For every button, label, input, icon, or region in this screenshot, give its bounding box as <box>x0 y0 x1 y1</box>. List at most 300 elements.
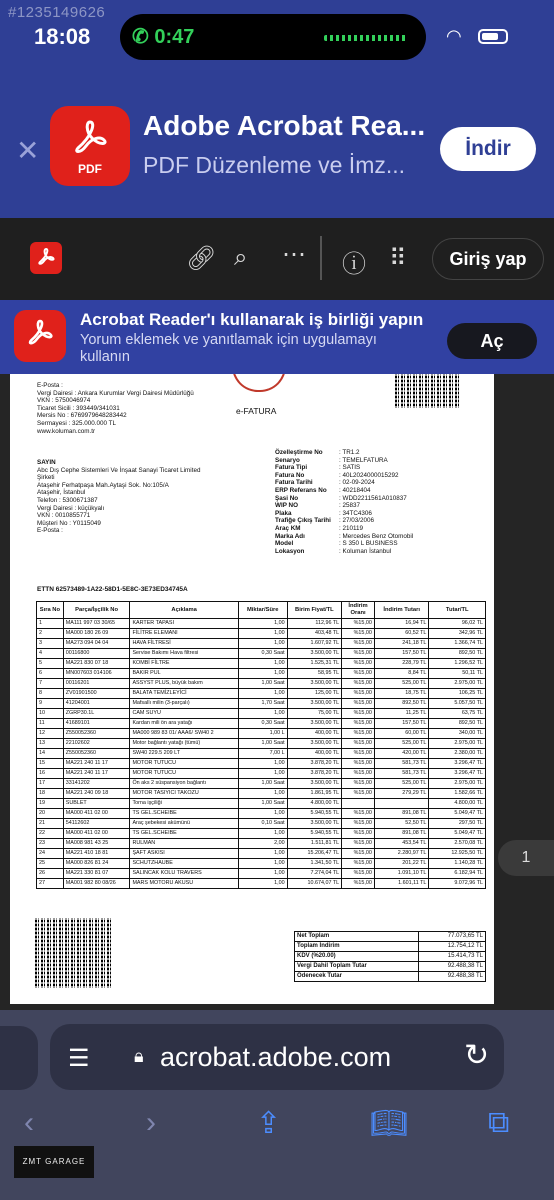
table-cell: 891,08 TL <box>374 809 428 819</box>
buyer-line: Telefon : 5300671387 <box>37 496 98 504</box>
buyer-line: Şirketi <box>37 474 55 482</box>
table-row <box>37 679 486 689</box>
apps-grid-icon[interactable]: ⠿ <box>389 245 407 272</box>
table-cell: 340,00 TL <box>429 729 486 739</box>
detail-value: : 34TC4306 <box>339 509 372 517</box>
table-cell: 3.500,00 TL <box>287 779 342 789</box>
table-cell <box>342 799 375 809</box>
table-cell: 1.341,50 TL <box>287 859 342 869</box>
table-cell: MOTOR TUTUCU <box>130 759 238 769</box>
table-cell: 15.206,47 TL <box>287 849 342 859</box>
table-cell: 4.800,00 TL <box>287 799 342 809</box>
table-cell: 5.049,47 TL <box>429 809 486 819</box>
wifi-icon: ◠ <box>446 26 462 46</box>
table-cell: MA221 240 09 18 <box>63 789 130 799</box>
table-cell: 5.057,50 TL <box>429 699 486 709</box>
detail-row <box>275 525 413 533</box>
app-icon-text: PDF <box>78 162 102 176</box>
table-cell: 1,00 <box>238 809 287 819</box>
table-cell: 891,08 TL <box>374 829 428 839</box>
detail-value: : Koluman İstanbul <box>339 547 392 555</box>
acrobat-app-icon <box>14 310 66 362</box>
detail-value: : 02-09-2024 <box>339 479 375 487</box>
table-cell: SW40 229.5 209 LT <box>130 749 238 759</box>
table-cell: 228,79 TL <box>374 659 428 669</box>
sign-in-button[interactable]: Giriş yap <box>432 238 544 280</box>
total-label: Toplam İndirim <box>295 942 419 952</box>
table-cell: 525,00 TL <box>374 739 428 749</box>
table-cell: %15,00 <box>342 749 375 759</box>
table-cell: MA000 411 02 00 <box>63 809 130 819</box>
table-row <box>37 819 486 829</box>
table-cell <box>374 799 428 809</box>
detail-value: : WDD2211561A010837 <box>339 494 407 502</box>
table-cell: MA221 240 11 17 <box>63 769 130 779</box>
table-cell: 581,73 TL <box>374 769 428 779</box>
table-cell: 2.975,00 TL <box>429 739 486 749</box>
pdf-viewer[interactable] <box>0 374 554 1024</box>
table-cell: 17 <box>37 779 64 789</box>
table-cell: MN007603 014106 <box>63 669 130 679</box>
detail-row <box>275 479 413 487</box>
address-bar[interactable] <box>50 1024 504 1090</box>
table-cell: Kardan mili ön ara yatağı <box>130 719 238 729</box>
table-cell: 2.570,08 TL <box>429 839 486 849</box>
table-row <box>37 709 486 719</box>
table-cell: BALATA TEMİZLEYİCİ <box>130 689 238 699</box>
url-text[interactable]: acrobat.adobe.com <box>160 1042 392 1072</box>
table-cell: 453,54 TL <box>374 839 428 849</box>
detail-row <box>275 464 413 472</box>
totals-row <box>295 932 486 942</box>
table-cell: SUBLET <box>63 799 130 809</box>
table-cell: 22 <box>37 829 64 839</box>
table-cell: Mafsallı milin (3-parçalı) <box>130 699 238 709</box>
more-icon[interactable]: ⋯ <box>282 241 306 268</box>
table-cell: 41689101 <box>63 719 130 729</box>
detail-value: : 210119 <box>339 524 364 532</box>
detail-key: ERP Referans No <box>275 486 327 494</box>
table-cell: Z550052360 <box>63 729 130 739</box>
table-cell: 342,96 TL <box>429 629 486 639</box>
table-cell: 1,00 <box>238 789 287 799</box>
table-cell: 1.525,31 TL <box>287 659 342 669</box>
totals-row <box>295 972 486 982</box>
table-cell: 1,00 <box>238 619 287 629</box>
back-icon[interactable]: ‹ <box>24 1106 34 1139</box>
table-cell: MA273 094 04 04 <box>63 639 130 649</box>
help-icon[interactable]: ⓘ <box>342 251 366 278</box>
table-cell: 2,00 <box>238 839 287 849</box>
table-cell: %15,00 <box>342 759 375 769</box>
table-cell: 19 <box>37 799 64 809</box>
detail-value: : S 350 L BUSINESS <box>339 540 398 548</box>
browser-bottom-bar <box>0 1010 554 1200</box>
table-cell: MARS MOTORU AKUSU <box>130 879 238 889</box>
table-row <box>37 789 486 799</box>
table-cell: Servise Bakımı Hava filtresi <box>130 649 238 659</box>
table-cell: 18 <box>37 789 64 799</box>
table-cell: Ön aks 2 süspansiyon bağlantı <box>130 779 238 789</box>
table-cell: 52,50 TL <box>374 819 428 829</box>
detail-value: : 25837 <box>339 502 361 510</box>
buyer-line: Abc Dış Cephe Sistemleri Ve İnşaat Sanayi Ticaret Limited <box>37 466 201 474</box>
table-cell: %15,00 <box>342 639 375 649</box>
tabs-icon[interactable]: ⧉ <box>488 1106 510 1139</box>
table-cell: HAVA FİLTRESİ <box>130 639 238 649</box>
table-cell: 892,50 TL <box>429 649 486 659</box>
table-cell: 400,00 TL <box>287 729 342 739</box>
table-row <box>37 779 486 789</box>
table-row <box>37 689 486 699</box>
table-cell: 16 <box>37 769 64 779</box>
detail-row <box>275 487 413 495</box>
table-cell: %15,00 <box>342 709 375 719</box>
table-cell: 201,22 TL <box>374 859 428 869</box>
table-cell: %15,00 <box>342 839 375 849</box>
table-cell: BAKIR PUL <box>130 669 238 679</box>
table-cell: 3.500,00 TL <box>287 649 342 659</box>
table-cell: 3.500,00 TL <box>287 699 342 709</box>
table-cell: MA000 989 83 01/ AAA6/ SW40 2 <box>130 729 238 739</box>
table-row <box>37 649 486 659</box>
table-cell: ŞAFT ASKISI <box>130 849 238 859</box>
table-cell: ASSYST PLUS, büyük bakım <box>130 679 238 689</box>
table-cell: 3.500,00 TL <box>287 679 342 689</box>
table-cell: %15,00 <box>342 729 375 739</box>
app-subtitle: PDF Düzenleme ve İmz... <box>143 152 406 178</box>
table-cell: SCHUTZHAUBE <box>130 859 238 869</box>
total-label: Vergi Dahil Toplam Tutar <box>295 962 419 972</box>
buyer-line: Müşteri No : Y0115049 <box>37 519 101 527</box>
table-cell: 8 <box>37 689 64 699</box>
search-icon[interactable]: ⌕ <box>234 244 248 271</box>
detail-key: Fatura Tipi <box>275 464 308 472</box>
column-header: Açıklama <box>130 602 238 619</box>
table-cell: 3 <box>37 639 64 649</box>
buyer-info <box>37 459 200 535</box>
table-row <box>37 869 486 879</box>
table-row <box>37 719 486 729</box>
table-cell: 1,00 <box>238 669 287 679</box>
total-value: 15.414,73 TL <box>419 952 486 962</box>
table-cell: KARTER TAPASI <box>130 619 238 629</box>
table-cell: 58,95 TL <box>287 669 342 679</box>
table-cell: %15,00 <box>342 869 375 879</box>
table-cell: 13 <box>37 739 64 749</box>
collaboration-banner <box>0 300 554 374</box>
table-cell: 400,00 TL <box>287 749 342 759</box>
table-cell: 3.296,47 TL <box>429 759 486 769</box>
totals-table <box>294 931 486 982</box>
table-cell: 1.091,10 TL <box>374 869 428 879</box>
table-cell: 20 <box>37 809 64 819</box>
open-app-button[interactable]: Aç <box>447 323 537 359</box>
app-banner <box>0 76 554 218</box>
table-cell: MA001 982 80 08/26 <box>63 879 130 889</box>
table-cell: 892,50 TL <box>429 719 486 729</box>
phone-icon: ✆ <box>132 26 149 48</box>
table-cell: 7 <box>37 679 64 689</box>
table-cell: 18,75 TL <box>374 689 428 699</box>
table-cell: 1,00 Saat <box>238 779 287 789</box>
table-cell: 1.296,52 TL <box>429 659 486 669</box>
detail-value: : 27/03/2006 <box>339 517 375 525</box>
table-cell: 241,18 TL <box>374 639 428 649</box>
table-row <box>37 879 486 889</box>
table-cell: 12 <box>37 729 64 739</box>
table-cell: MA000 411 02 00 <box>63 829 130 839</box>
detail-value: : TEMELFATURA <box>339 456 388 464</box>
table-cell: TS GEL.SCHEIBE <box>130 809 238 819</box>
table-cell: 5.940,55 TL <box>287 829 342 839</box>
table-cell: Torna işçiliği <box>130 799 238 809</box>
collab-text: Yorum eklemek ve yanıtlamak için uygulamayı kullanın <box>80 332 377 365</box>
acrobat-toolbar <box>0 218 554 300</box>
table-cell: 6.182,94 TL <box>429 869 486 879</box>
table-row <box>37 769 486 779</box>
table-cell: 525,00 TL <box>374 679 428 689</box>
battery-icon <box>478 29 508 44</box>
call-timer <box>132 24 194 49</box>
forward-icon[interactable]: › <box>146 1106 156 1139</box>
company-logo <box>232 374 286 392</box>
detail-key: Özelleştirme No <box>275 449 323 456</box>
audio-wave-icon <box>324 35 408 41</box>
table-cell: MOTOR TUTUCU <box>130 769 238 779</box>
seller-line: Sermayesi : 325.000.000 TL <box>37 419 116 427</box>
table-cell: 1.607,92 TL <box>287 639 342 649</box>
table-cell: %15,00 <box>342 659 375 669</box>
table-cell: 3.878,20 TL <box>287 769 342 779</box>
table-cell: SALINCAK KOLU TRAVERS <box>130 869 238 879</box>
table-cell: 1,00 <box>238 759 287 769</box>
acrobat-logo-icon <box>70 118 110 158</box>
table-cell: 60,00 TL <box>374 729 428 739</box>
invoice-details <box>275 449 413 555</box>
table-cell: 9 <box>37 699 64 709</box>
link-icon[interactable]: 🔗︎ <box>186 245 217 272</box>
pdf-page[interactable] <box>10 374 494 1004</box>
table-row <box>37 629 486 639</box>
table-cell: MA000 826 81 24 <box>63 859 130 869</box>
detail-row <box>275 540 413 548</box>
table-cell: 279,29 TL <box>374 789 428 799</box>
acrobat-app-icon <box>50 106 130 186</box>
table-row <box>37 669 486 679</box>
table-cell: RULMAN <box>130 839 238 849</box>
table-cell: 1,00 <box>238 879 287 889</box>
table-cell: 12.925,50 TL <box>429 849 486 859</box>
table-row <box>37 659 486 669</box>
table-cell: 892,50 TL <box>374 699 428 709</box>
table-cell: 75,00 TL <box>287 709 342 719</box>
seller-line: E-Posta : <box>37 382 63 389</box>
table-cell: %15,00 <box>342 619 375 629</box>
table-cell: %15,00 <box>342 769 375 779</box>
detail-row <box>275 495 413 503</box>
table-cell: Z550052360 <box>63 749 130 759</box>
buyer-line: Ataşehir Ferhatpaşa Mah.Aytaşi Sok. No:105/A <box>37 481 169 489</box>
detail-key: Plaka <box>275 509 292 517</box>
table-cell: 50,11 TL <box>429 669 486 679</box>
table-cell: %15,00 <box>342 829 375 839</box>
table-cell: 27 <box>37 879 64 889</box>
table-cell: 157,50 TL <box>374 719 428 729</box>
table-cell: %15,00 <box>342 739 375 749</box>
column-header: Tutar/TL <box>429 602 486 619</box>
table-cell: MOTOR TASIYICI TAKOZU <box>130 789 238 799</box>
table-cell: 1.861,95 TL <box>287 789 342 799</box>
reload-icon[interactable]: ↻ <box>464 1039 490 1072</box>
table-cell: 5.049,47 TL <box>429 829 486 839</box>
table-cell: %15,00 <box>342 649 375 659</box>
table-cell: 1,00 <box>238 869 287 879</box>
table-cell: CAM SUYU <box>130 709 238 719</box>
table-cell: ZGRP30.1L <box>63 709 130 719</box>
acrobat-logo-icon[interactable] <box>30 242 62 274</box>
table-cell: Motor bağlantı yatağı (tümü) <box>130 739 238 749</box>
table-cell: KOMBİ FİLTRE <box>130 659 238 669</box>
table-cell: 8,84 TL <box>374 669 428 679</box>
detail-key: Model <box>275 540 294 548</box>
call-indicator[interactable] <box>120 14 426 60</box>
ettn: ETTN 62573489-1A22-58D1-5E8C-3E73ED34745A <box>37 586 188 593</box>
table-cell: 24 <box>37 849 64 859</box>
table-row <box>37 639 486 649</box>
detail-row <box>275 449 413 457</box>
table-cell: 297,50 TL <box>429 819 486 829</box>
buyer-line: Ataşehir, İstanbul <box>37 489 86 497</box>
previous-tab-preview[interactable] <box>0 1026 38 1090</box>
detail-value: : 40218404 <box>339 486 371 494</box>
table-cell: 22102602 <box>63 739 130 749</box>
table-row <box>37 809 486 819</box>
buyer-line: VKN : 0010855771 <box>37 512 91 520</box>
page-menu-icon[interactable]: ☰ <box>68 1045 90 1072</box>
table-cell: MA221 240 11 17 <box>63 759 130 769</box>
total-label: KDV (%20.00) <box>295 952 419 962</box>
clock: 18:08 <box>34 24 91 49</box>
total-value: 92.488,38 TL <box>419 962 486 972</box>
table-cell: 3.500,00 TL <box>287 739 342 749</box>
table-cell: 525,00 TL <box>374 779 428 789</box>
table-cell: 2.975,00 TL <box>429 679 486 689</box>
table-cell: ZV01901500 <box>63 689 130 699</box>
table-cell: 00116800 <box>63 649 130 659</box>
table-cell: MA008 981 43 25 <box>63 839 130 849</box>
seller-line: Ticaret Sicili : 393449/341031 <box>37 404 120 412</box>
table-cell: 2.280,97 TL <box>374 849 428 859</box>
table-cell: 11,25 TL <box>374 709 428 719</box>
table-cell: 00116201 <box>63 679 130 689</box>
table-cell: %15,00 <box>342 779 375 789</box>
total-value: 12.754,12 TL <box>419 942 486 952</box>
column-header: İndirim Tutarı <box>374 602 428 619</box>
totals-row <box>295 942 486 952</box>
invoice-items-table <box>36 601 486 889</box>
detail-value: : TR1.2 <box>339 449 360 456</box>
table-cell: 3.500,00 TL <box>287 719 342 729</box>
detail-value: : SATIS <box>339 464 361 472</box>
table-cell: 25 <box>37 859 64 869</box>
buyer-heading: SAYIN <box>37 459 56 466</box>
table-cell: 157,50 TL <box>374 649 428 659</box>
table-cell: 60,52 TL <box>374 629 428 639</box>
detail-key: Fatura Tarihi <box>275 479 313 487</box>
install-button[interactable]: İndir <box>440 127 536 171</box>
table-cell: Araç şebekesi akümünü <box>130 819 238 829</box>
column-header: Miktar/Süre <box>238 602 287 619</box>
detail-row <box>275 533 413 541</box>
total-label: Ödenecek Tutar <box>295 972 419 982</box>
table-cell: 420,00 TL <box>374 749 428 759</box>
table-row <box>37 759 486 769</box>
table-cell: 41204001 <box>63 699 130 709</box>
table-cell: 1 <box>37 619 64 629</box>
qr-code <box>35 918 111 988</box>
table-cell: 3.500,00 TL <box>287 819 342 829</box>
table-cell: %15,00 <box>342 669 375 679</box>
seller-line: Vergi Dairesi : Ankara Kurumlar Vergi Dairesi Müdürlüğü <box>37 389 194 397</box>
page-indicator[interactable]: 1 <box>498 840 554 876</box>
table-cell: 3.296,47 TL <box>429 769 486 779</box>
table-cell: %15,00 <box>342 679 375 689</box>
table-cell: 1.601,11 TL <box>374 879 428 889</box>
table-cell: MA221 410 18 81 <box>63 849 130 859</box>
table-row <box>37 739 486 749</box>
table-cell: 1,00 Saat <box>238 739 287 749</box>
bookmarks-icon[interactable]: 📖︎ <box>370 1107 409 1140</box>
table-cell: %15,00 <box>342 859 375 869</box>
table-row <box>37 729 486 739</box>
table-row <box>37 859 486 869</box>
table-cell: 1,00 <box>238 689 287 699</box>
table-cell: %15,00 <box>342 879 375 889</box>
column-header: Birim Fiyat/TL <box>287 602 342 619</box>
table-cell: 33141202 <box>63 779 130 789</box>
table-cell: 1,00 Saat <box>238 679 287 689</box>
detail-row <box>275 548 413 556</box>
table-cell: 112,96 TL <box>287 619 342 629</box>
acrobat-logo-icon <box>25 318 55 348</box>
table-cell: %15,00 <box>342 849 375 859</box>
table-cell: 1,00 Saat <box>238 799 287 809</box>
watermark-id: #1235149626 <box>8 4 106 21</box>
table-cell: MA221 330 81 07 <box>63 869 130 879</box>
table-cell: 2.975,00 TL <box>429 779 486 789</box>
table-cell: 0,30 Saat <box>238 649 287 659</box>
table-cell: 403,48 TL <box>287 629 342 639</box>
share-icon[interactable]: ⇪ <box>256 1107 282 1140</box>
seller-line: VKN : 5750046974 <box>37 397 91 405</box>
table-cell: 9.072,96 TL <box>429 879 486 889</box>
table-cell: 11 <box>37 719 64 729</box>
table-cell: 23 <box>37 839 64 849</box>
total-label: Net Toplam <box>295 932 419 942</box>
table-cell: 96,02 TL <box>429 619 486 629</box>
close-icon[interactable]: ✕ <box>16 135 40 166</box>
table-row <box>37 749 486 759</box>
detail-row <box>275 457 413 465</box>
app-title: Adobe Acrobat Rea... <box>143 110 426 141</box>
table-cell: %15,00 <box>342 699 375 709</box>
total-value: 77.073,65 TL <box>419 932 486 942</box>
table-cell: 5 <box>37 659 64 669</box>
table-row <box>37 799 486 809</box>
table-cell: 1,00 <box>238 849 287 859</box>
table-cell: 7,00 L <box>238 749 287 759</box>
